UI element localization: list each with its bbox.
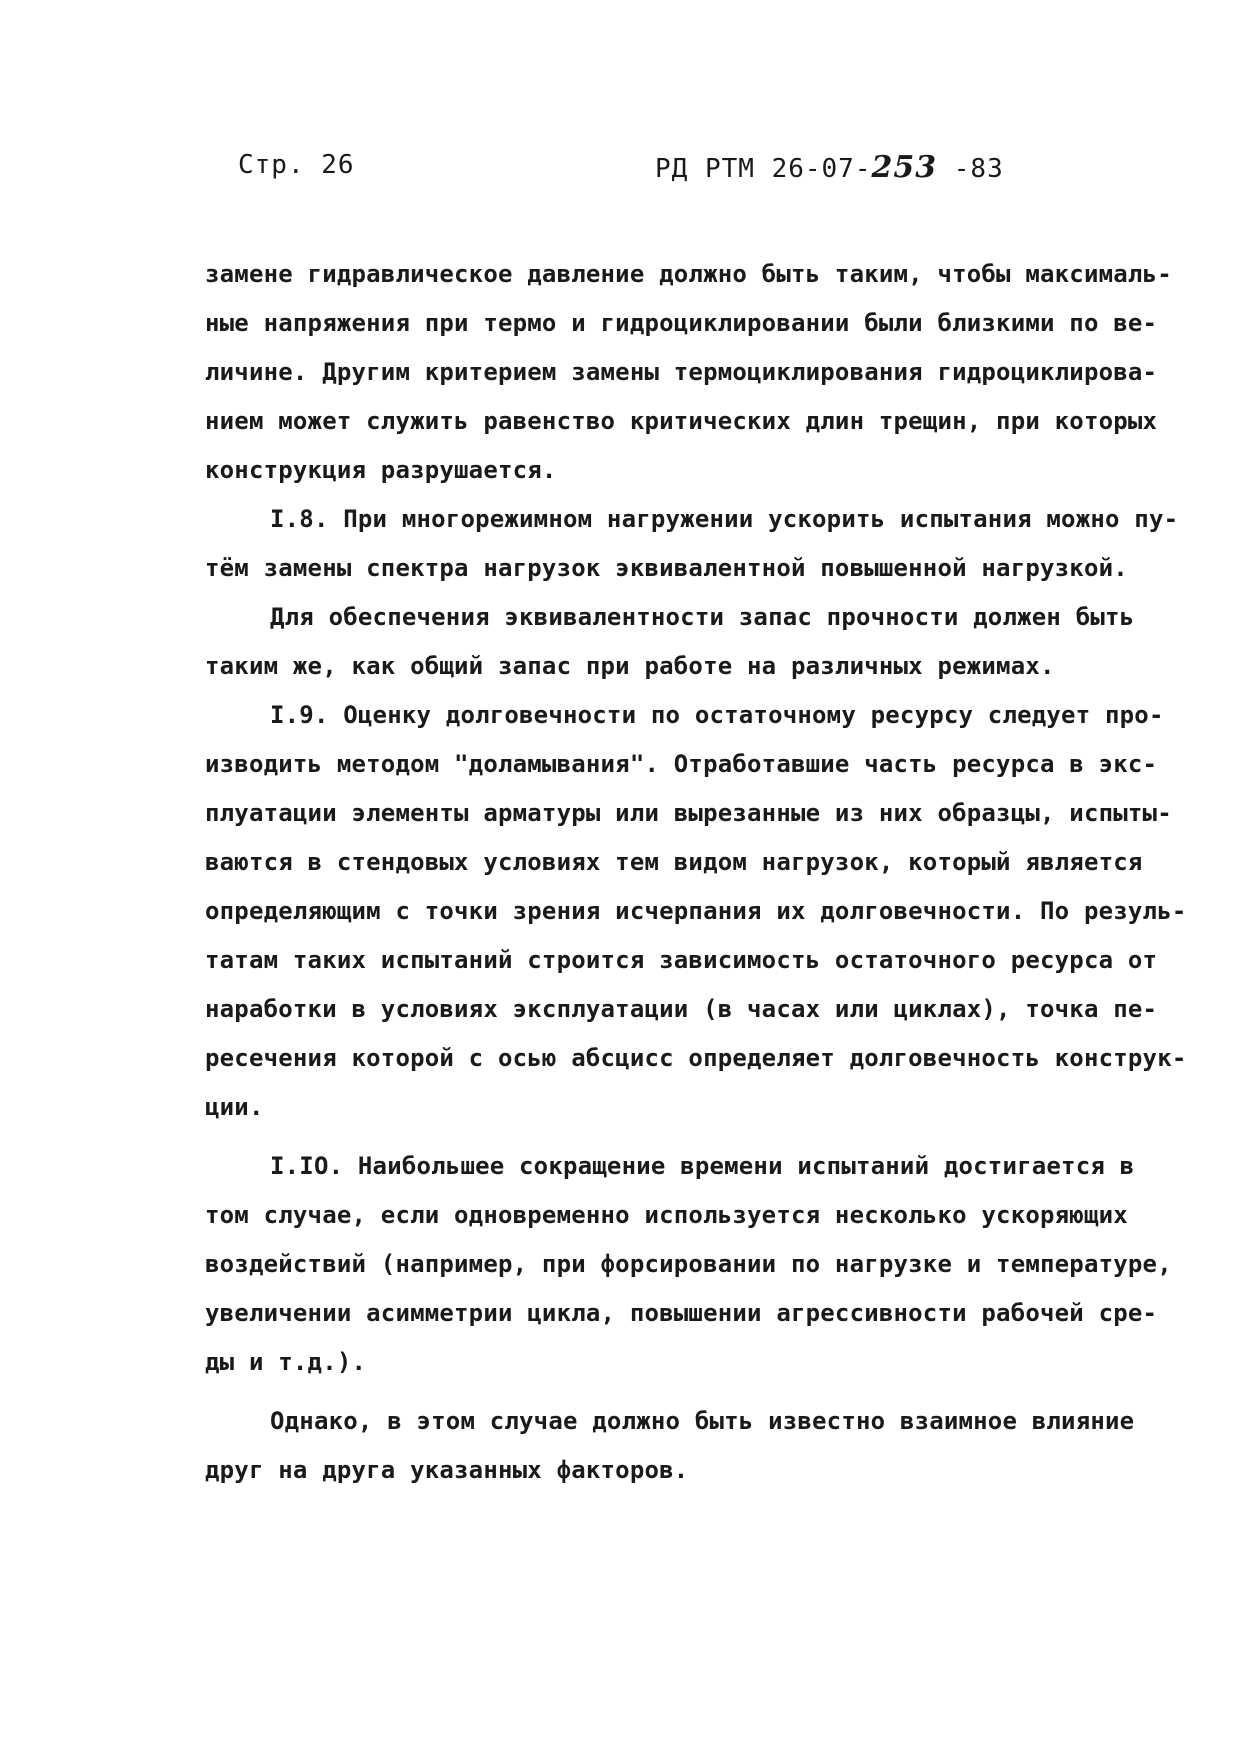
paragraph <box>205 593 1215 691</box>
text-line: ные напряжения при термо и гидроциклировании были близкими по ве- <box>205 309 1158 337</box>
text-line: друг на друга указанных факторов. <box>205 1456 689 1484</box>
page-header <box>0 150 1241 190</box>
page-number: Стр. 26 <box>238 150 355 180</box>
paragraph <box>205 1397 1215 1495</box>
document-code-handwritten-number: 253 <box>871 150 938 185</box>
text-line: ваются в стендовых условиях тем видом нагрузок, который является <box>205 848 1143 876</box>
text-line: ды и т.д.). <box>205 1348 367 1376</box>
text-line: плуатации элементы арматуры или вырезанные из них образцы, испыты- <box>205 799 1172 827</box>
text-line: личине. Другим критерием замены термоциклирования гидроциклирова- <box>205 358 1158 386</box>
paragraph-1-9 <box>205 691 1215 1132</box>
text-line: татам таких испытаний строится зависимость остаточного ресурса от <box>205 946 1158 974</box>
text-line: Однако, в этом случае должно быть известно взаимное влияние <box>270 1407 1135 1435</box>
paragraph-gap <box>205 1387 1215 1397</box>
body-text <box>205 250 1215 1495</box>
paragraph-1-8 <box>205 495 1215 593</box>
document-code-prefix: РД РТМ 26-07- <box>655 154 872 184</box>
text-line: том случае, если одновременно используется несколько ускоряющих <box>205 1201 1128 1229</box>
paragraph <box>205 250 1215 495</box>
text-line: нием может служить равенство критических длин трещин, при которых <box>205 407 1158 435</box>
paragraph-gap <box>205 1132 1215 1142</box>
text-line: таким же, как общий запас при работе на различных режимах. <box>205 652 1055 680</box>
text-line: тём замены спектра нагрузок эквивалентной повышенной нагрузкой. <box>205 554 1128 582</box>
text-line: ресечения которой с осью абсцисс определяет долговечность конструк- <box>205 1044 1187 1072</box>
document-code <box>655 150 1004 185</box>
text-line: I.9. Оценку долговечности по остаточному ресурсу следует про- <box>270 701 1164 729</box>
text-line: I.8. При многорежимном нагружении ускорить испытания можно пу- <box>270 505 1179 533</box>
text-line: определяющим с точки зрения исчерпания их долговечности. По резуль- <box>205 897 1187 925</box>
text-line: конструкция разрушается. <box>205 456 557 484</box>
text-line: увеличении асимметрии цикла, повышении агрессивности рабочей сре- <box>205 1299 1158 1327</box>
document-code-suffix: -83 <box>937 154 1004 184</box>
text-line: ции. <box>205 1093 264 1121</box>
text-line: наработки в условиях эксплуатации (в часах или циклах), точка пе- <box>205 995 1158 1023</box>
text-line: Для обеспечения эквивалентности запас прочности должен быть <box>270 603 1135 631</box>
text-line: изводить методом "доламывания". Отработавшие часть ресурса в экс- <box>205 750 1158 778</box>
text-line: I.IO. Наибольшее сокращение времени испытаний достигается в <box>270 1152 1135 1180</box>
text-line: воздействий (например, при форсировании по нагрузке и температуре, <box>205 1250 1172 1278</box>
text-line: замене гидравлическое давление должно быть таким, чтобы максималь- <box>205 260 1172 288</box>
paragraph-1-10 <box>205 1142 1215 1387</box>
